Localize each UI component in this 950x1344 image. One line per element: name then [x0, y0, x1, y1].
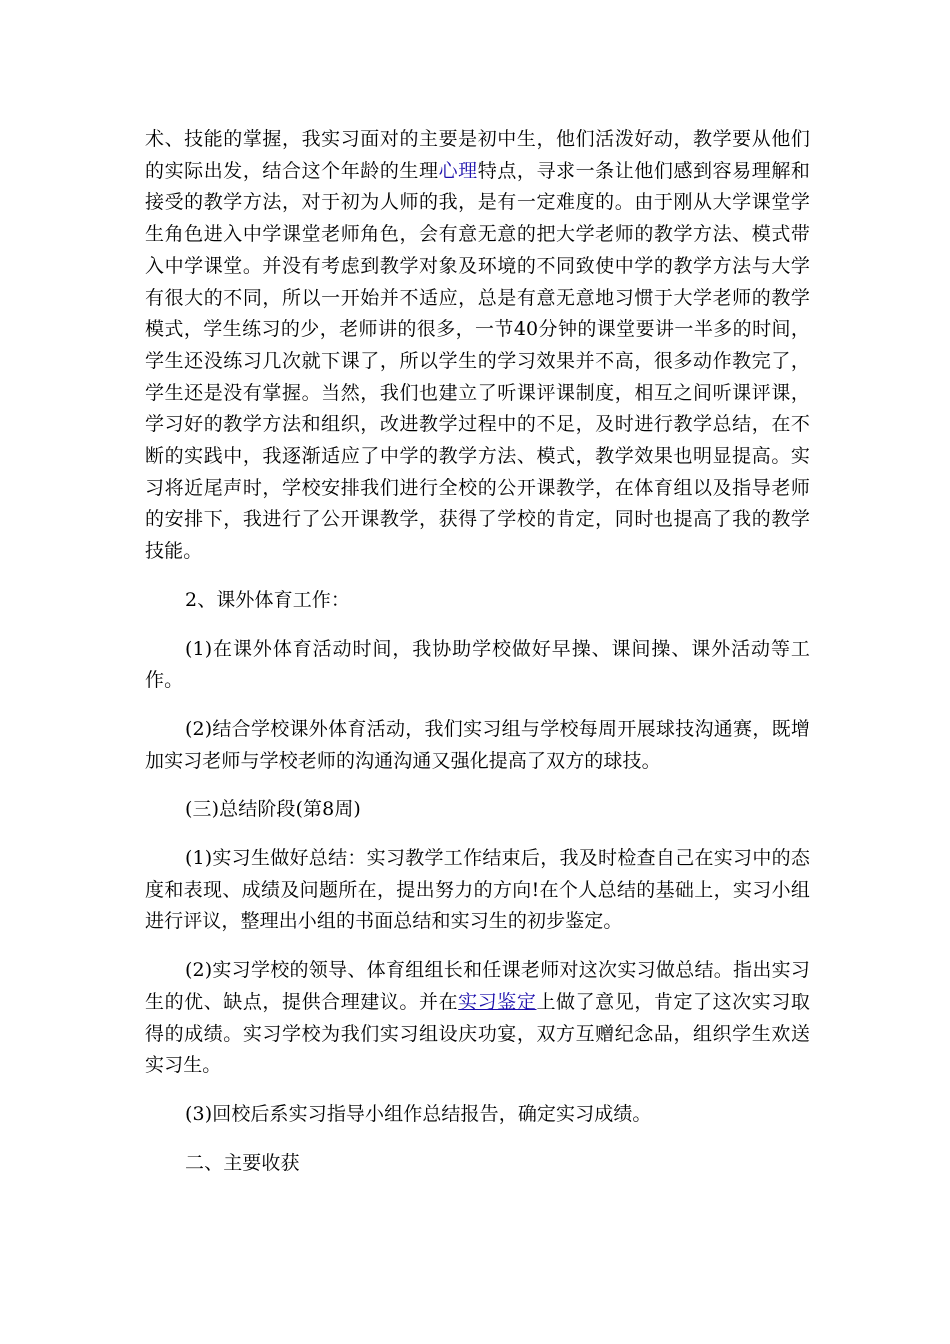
paragraph-summary-2 [145, 955, 810, 1082]
paragraph-text: 上做了意见，肯定了这次实习取得的成绩。实习学校为我们实习组设庆功宴，双方互赠纪念品，组织学生欢送实习生。 [145, 990, 810, 1077]
section-heading-extracurricular: 2、课外体育工作： [185, 588, 350, 611]
paragraph-teaching-practice [145, 124, 810, 568]
link-xinli[interactable]: 心理 [438, 159, 478, 182]
paragraph-item-1: (1)在课外体育活动时间，我协助学校做好早操、课间操、课外活动等工作。 [145, 637, 810, 692]
link-shixi-jianding[interactable]: 实习鉴定 [458, 990, 537, 1013]
section-heading-summary: (三)总结阶段(第8周) [185, 798, 361, 821]
paragraph-text: (2)实习学校的领导、体育组组长和任课老师对这次实习做总结。指出实习生的优、缺点，提供合理建议。并在 [145, 959, 810, 1013]
document-body [145, 124, 810, 1179]
paragraph-summary-1: (1)实习生做好总结：实习教学工作结束后，我及时检查自己在实习中的态度和表现、成绩及问题所在，提出努力的方向!在个人总结的基础上，实习小组进行评议，整理出小组的书面总结和实习生的初步鉴定。 [145, 847, 810, 933]
paragraph-item-2: (2)结合学校课外体育活动，我们实习组与学校每周开展球技沟通赛，既增加实习老师与学校老师的沟通沟通又强化提高了双方的球技。 [145, 717, 810, 772]
paragraph-text: 术、技能的掌握，我实习面对的主要是初中生，他们活泼好动，教学要从他们的实际出发，结合这个年龄的生理 [145, 128, 810, 182]
section-heading-gains: 二、主要收获 [185, 1151, 300, 1174]
paragraph-text: 特点，寻求一条让他们感到容易理解和接受的教学方法，对于初为人师的我，是有一定难度的。由于刚从大学课堂学生角色进入中学课堂老师角色，会有意无意的把大学老师的教学方法、模式带入中学课堂。并没有考虑到教学对象及环境的不同致使中学的教学方法与大学有很大的不同，所以一开始并不适应，总是有意无意地习惯于大学老师的教学模式，学生练习的少，老师讲的很多，一节40分钟的课堂要讲一半多的时间，学生还没练习几次就下课了，所以学生的学习效果并不高，很多动作教完了，学生还是没有掌握。当然，我们也建立了听课评课制度，相互之间听课评课，学习好的教学方法和组织，改进教学过程中的不足，及时进行教学总结，在不断的实践中，我逐渐适应了中学的教学方法、模式，教学效果也明显提高。实习将近尾声时，学校安排我们进行全校的公开课教学，在体育组以及指导老师的安排下，我进行了公开课教学，获得了学校的肯定，同时也提高了我的教学技能。 [145, 159, 811, 563]
paragraph-summary-3: (3)回校后系实习指导小组作总结报告，确定实习成绩。 [185, 1102, 652, 1125]
